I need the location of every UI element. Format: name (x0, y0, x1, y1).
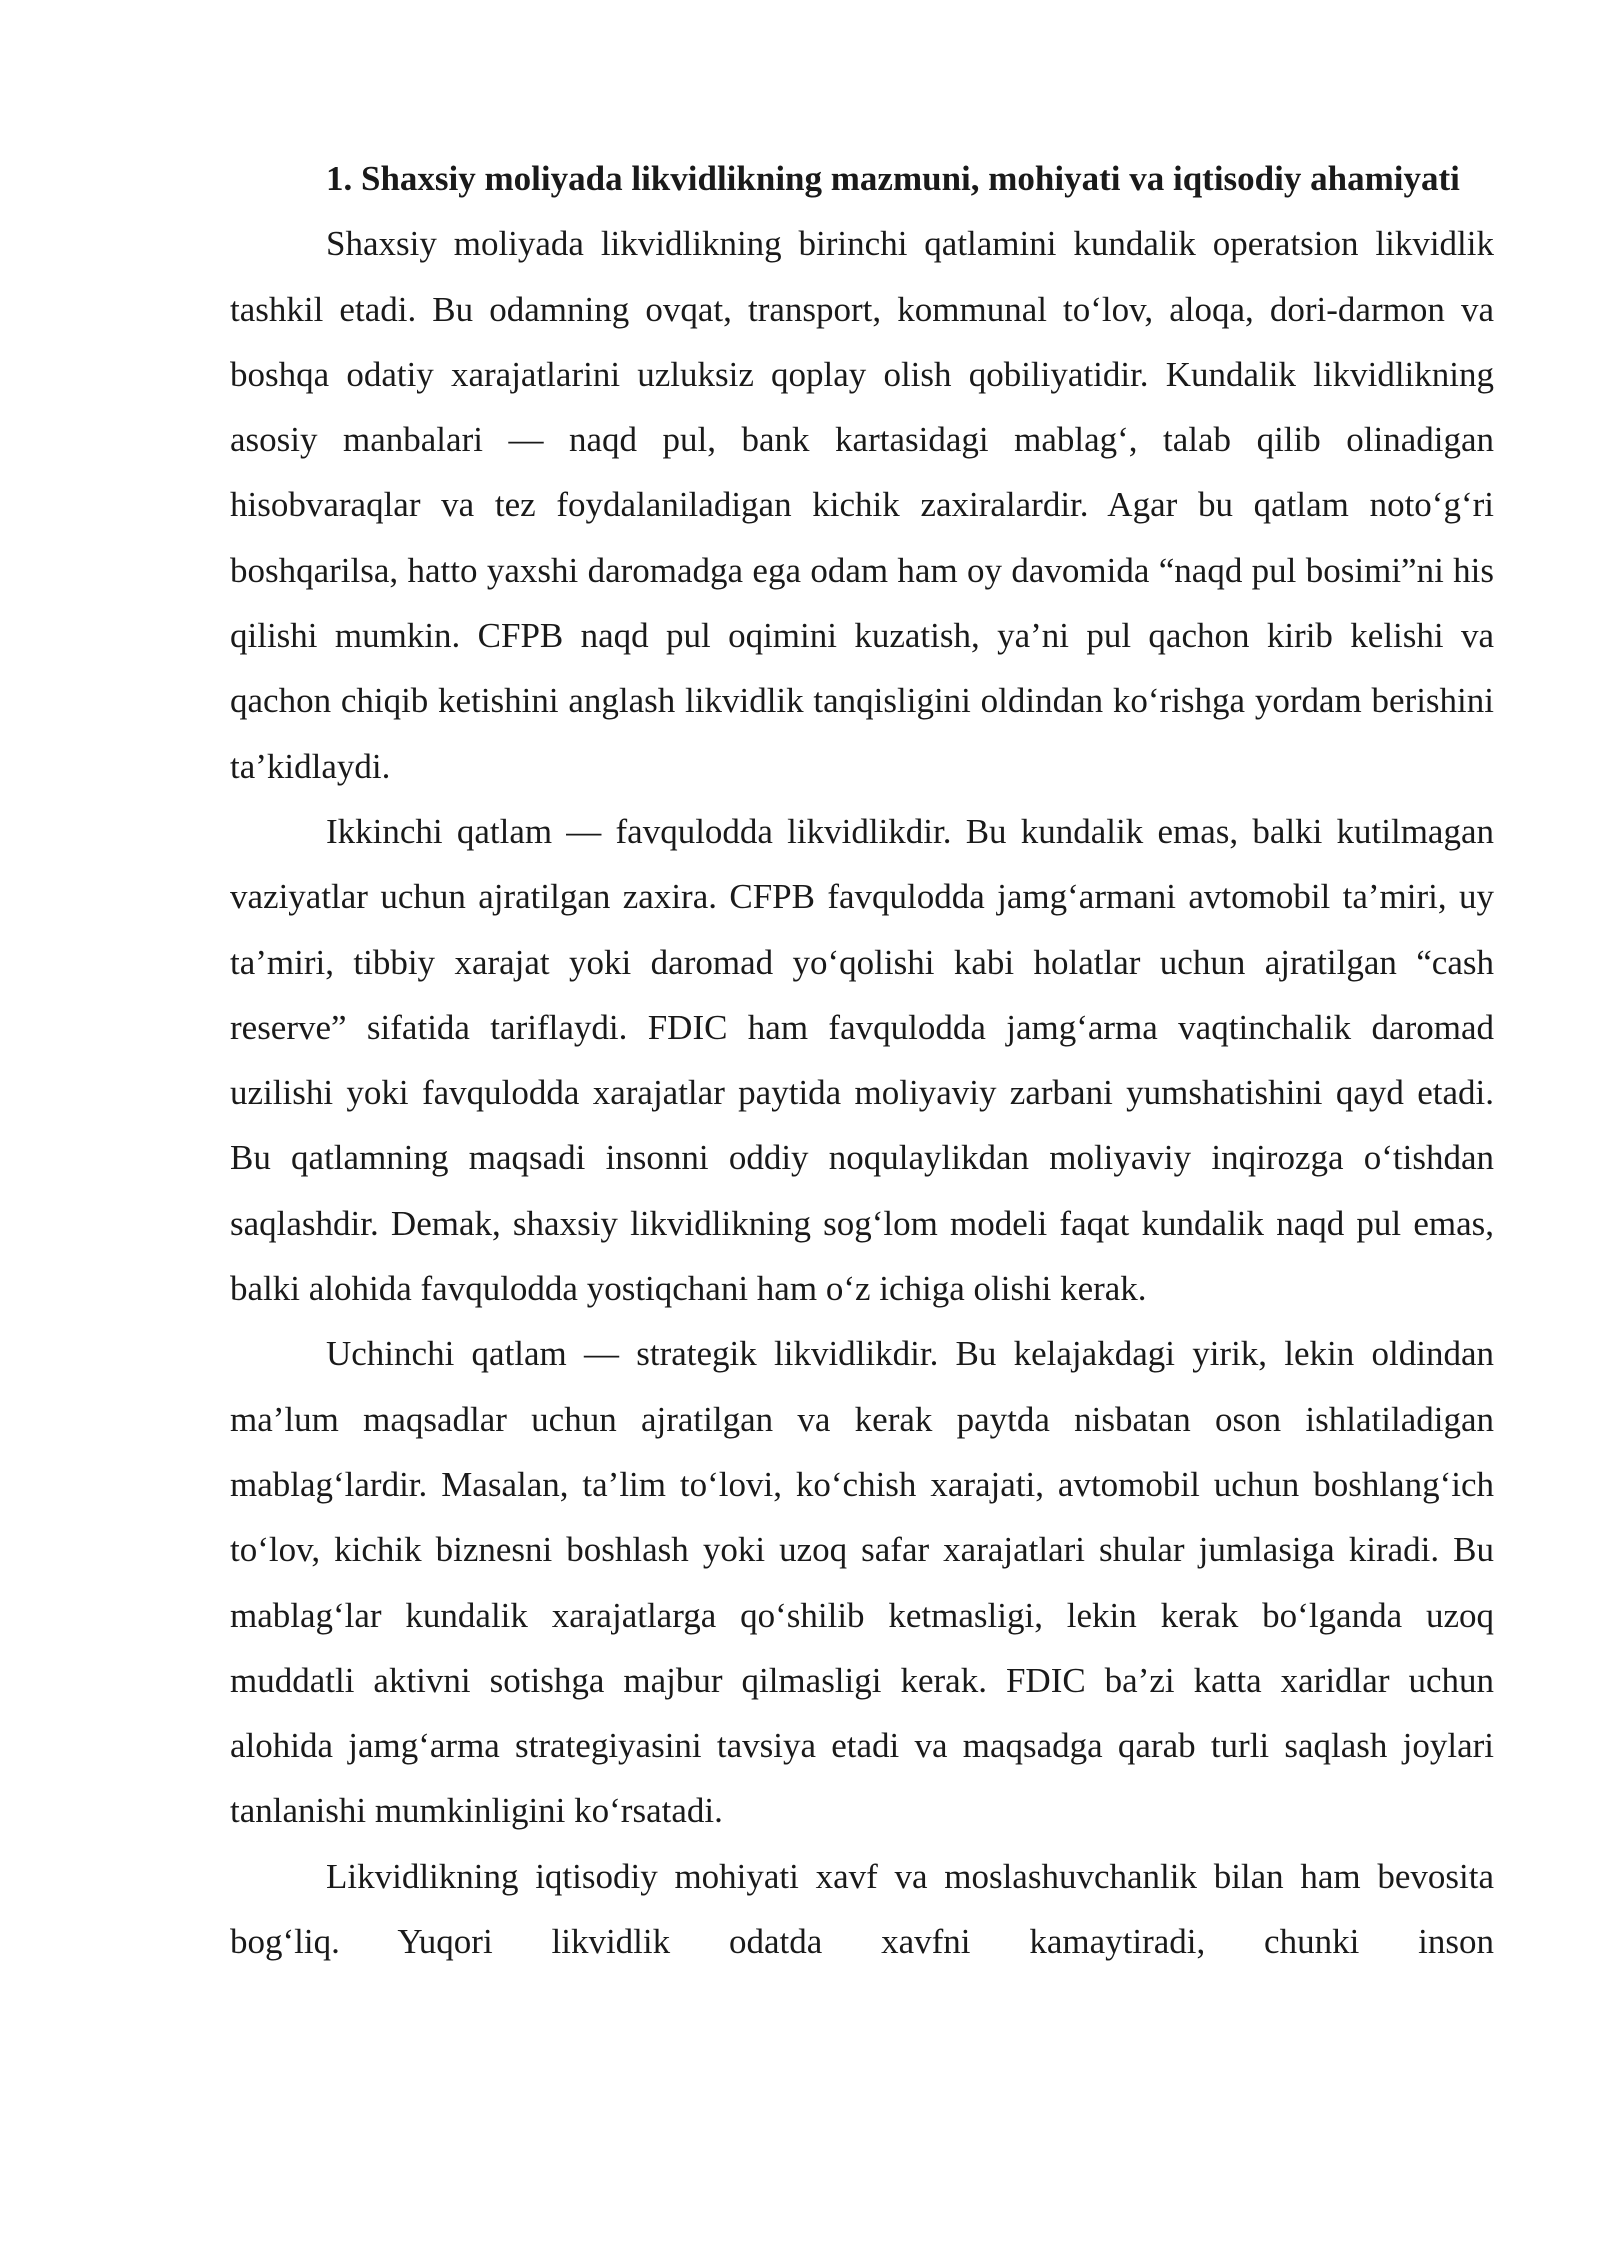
section-heading: 1. Shaxsiy moliyada likvidlikning mazmuni, mohiyati va iqtisodiy ahamiyati (326, 159, 1460, 198)
paragraph-emergency-liquidity: Ikkinchi qatlam — favqulodda likvidlikdir. Bu kundalik emas, balki kutilmagan vaziyatlar uchun ajratilgan zaxira. CFPB favqulodda jamg‘armani avtomobil ta’miri, uy ta’miri, tibbiy xarajat yoki daromad yo‘qolishi kabi holatlar uchun ajratilgan “cash reserve” sifatida tariflaydi. FDIC ham favqulodda jamg‘arma vaqtinchalik daromad uzilishi yoki favqulodda xarajatlar paytida moliyaviy zarbani yumshatishini qayd etadi. Bu qatlamning maqsadi insonni oddiy noqulaylikdan moliyaviy inqirozga o‘tishdan saqlashdir. Demak, shaxsiy likvidlikning sog‘lom modeli faqat kundalik naqd pul emas, balki alohida favqulodda yostiqchani ham o‘z ichiga olishi kerak. (230, 811, 1494, 1309)
paragraph-operational-liquidity: Shaxsiy moliyada likvidlikning birinchi qatlamini kundalik operatsion likvidlik tashkil etadi. Bu odamning ovqat, transport, kommunal to‘lov, aloqa, dori-darmon va boshqa odatiy xarajatlarini uzluksiz qoplay olish qobiliyatidir. Kundalik likvidlikning asosiy manbalari — naqd pul, bank kartasidagi mablag‘, talab qilib olinadigan hisobvaraqlar va tez foydalaniladigan kichik zaxiralardir. Agar bu qatlam noto‘g‘ri boshqarilsa, hatto yaxshi daromadga ega odam ham oy davomida “naqd pul bosimi”ni his qilishi mumkin. CFPB naqd pul oqimini kuzatish, ya’ni pul qachon kirib kelishi va qachon chiqib ketishini anglash likvidlik tanqisligini oldindan ko‘rishga yordam berishini ta’kidlaydi. (230, 224, 1494, 786)
paragraph-strategic-liquidity: Uchinchi qatlam — strategik likvidlikdir. Bu kelajakdagi yirik, lekin oldindan ma’lum maqsadlar uchun ajratilgan va kerak paytda nisbatan oson ishlatiladigan mablag‘lardir. Masalan, ta’lim to‘lovi, ko‘chish xarajati, avtomobil uchun boshlang‘ich to‘lov, kichik biznesni boshlash yoki uzoq safar xarajatlari shular jumlasiga kiradi. Bu mablag‘lar kundalik xarajatlarga qo‘shilib ketmasligi, lekin kerak bo‘lganda uzoq muddatli aktivni sotishga majbur qilmasligi kerak. FDIC ba’zi katta xaridlar uchun alohida jamg‘arma strategiyasini tavsiya etadi va maqsadga qarab turli saqlash joylari tanlanishi mumkinligini ko‘rsatadi. (230, 1334, 1494, 1831)
paragraph-economic-essence: Likvidlikning iqtisodiy mohiyati xavf va moslashuvchanlik bilan ham bevosita bog‘liq. Yuqori likvidlik odatda xavfni kamaytiradi, chunki inson (230, 1856, 1494, 1962)
document-page (230, 146, 1494, 1974)
